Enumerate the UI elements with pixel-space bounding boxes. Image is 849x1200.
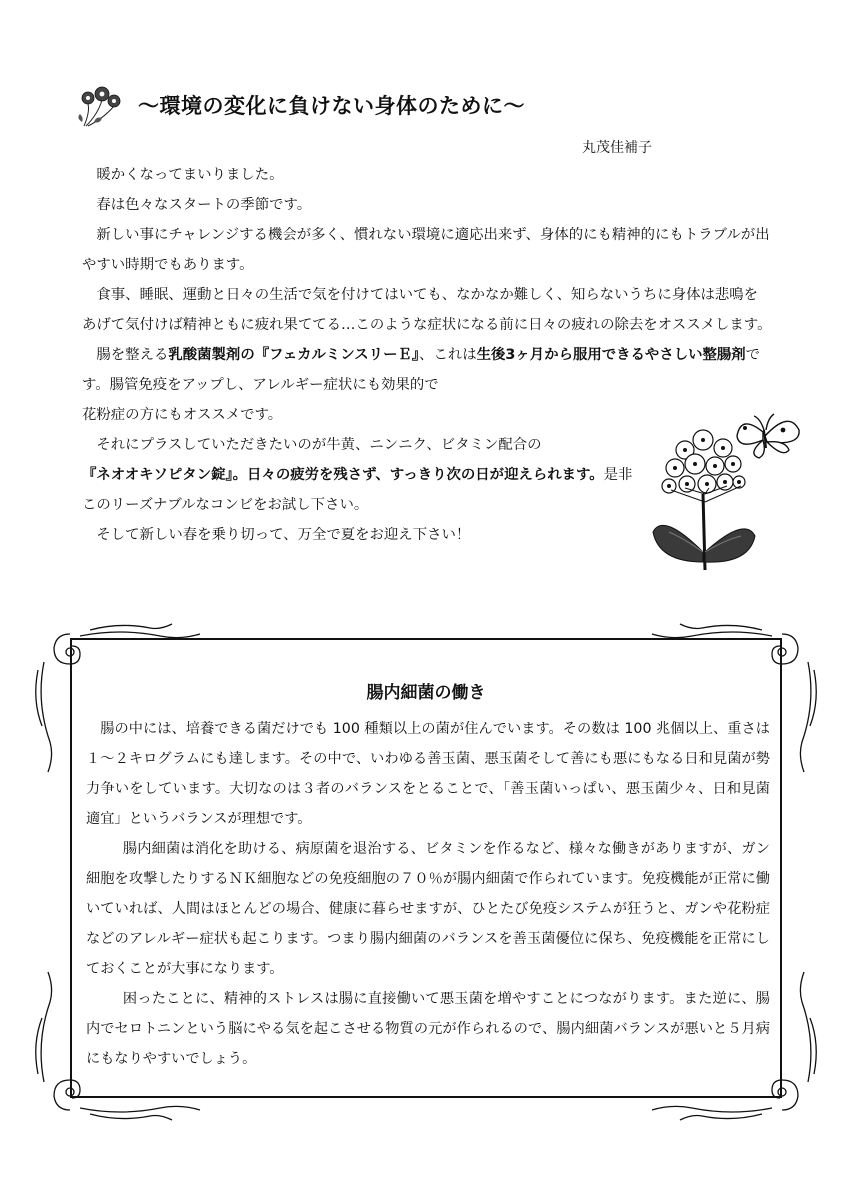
- article-paragraph: [82, 460, 642, 520]
- article-paragraph: [82, 430, 642, 460]
- text-run: 、これは: [419, 347, 477, 363]
- page-title: ～環境の変化に負けない身体のために～: [138, 94, 525, 118]
- product-name-neooxo: 『ネオオキソピタン錠』。日々の疲労を残さず、すっきり次の日が迎えられます。: [82, 467, 604, 483]
- text-run: それにプラスしていただきたいのが牛黄、ニンニク、ビタミン配合の: [96, 437, 542, 453]
- article-paragraph: 食事、睡眠、運動と日々の生活で気を付けてはいても、なかなか難しく、知らないうちに身体は悲鳴をあげて気付けば精神ともに疲れ果ててる…このような症状になる前に日々の疲れの除去をオススメします。: [82, 287, 772, 333]
- text-run: 腸を整える: [96, 347, 169, 363]
- text-run: 是非このリーズナブルなコンビをお試し下さい。: [82, 467, 633, 513]
- article-paragraph: そして新しい春を乗り切って、万全で夏をお迎え下さい！: [96, 527, 471, 543]
- article-paragraph: [82, 340, 772, 400]
- product-name-fecalmin: 乳酸菌製剤の『フェカルミンスリーＥ』: [168, 347, 420, 363]
- column-body: [86, 714, 770, 1074]
- article-paragraph: 花粉症の方にもオススメです。: [82, 407, 283, 423]
- column-box: [70, 638, 782, 1098]
- rapeseed-flower-butterfly-illustration: [645, 402, 805, 582]
- flower-bouquet-icon: [74, 82, 124, 128]
- column-title: 腸内細菌の働き: [366, 683, 486, 703]
- text-run: です。腸管免疫をアップし、アレルギー症状にも効果的で: [82, 347, 761, 393]
- author-name: 丸茂佳補子: [582, 140, 652, 156]
- product-feature: 生後3ヶ月から服用できるやさしい整腸剤: [476, 347, 746, 363]
- article-paragraph: 春は色々なスタートの季節です。: [96, 197, 312, 213]
- column-paragraph: 腸の中には、培養できる菌だけでも 100 種類以上の菌が住んでいます。その数は 100 兆個以上、重さは１～２キログラムにも達します。その中で、いわゆる善玉菌、悪玉菌そして善にも悪にもなる日和見菌が勢力争いをしています。大切なのは３者のバランスをとることで、「善玉菌いっぱい、悪玉菌少々、日和見菌適宜」というバランスが理想です。: [86, 721, 770, 827]
- column-paragraph: 困ったことに、精神的ストレスは腸に直接働いて悪玉菌を増やすことにつながります。また逆に、腸内でセロトニンという脳にやる気を起こさせる物質の元が作られるので、腸内細菌バランスが悪いと５月病にもなりやすいでしょう。: [86, 991, 770, 1067]
- article-paragraph: 暖かくなってまいりました。: [96, 167, 284, 183]
- column-paragraph: 腸内細菌は消化を助ける、病原菌を退治する、ビタミンを作るなど、様々な働きがありますが、ガン細胞を攻撃したりするＮＫ細胞などの免疫細胞の７０％が腸内細菌で作られています。免疫機能が正常に働いていれば、人間はほとんどの場合、健康に暮らせますが、ひとたび免疫システムが狂うと、ガンや花粉症などのアレルギー症状も起こります。つまり腸内細菌のバランスを善玉菌優位に保ち、免疫機能を正常にしておくことが大事になります。: [86, 841, 770, 977]
- article-paragraph: 新しい事にチャレンジする機会が多く、慣れない環境に適応出来ず、身体的にも精神的にもトラブルが出やすい時期でもあります。: [82, 227, 770, 273]
